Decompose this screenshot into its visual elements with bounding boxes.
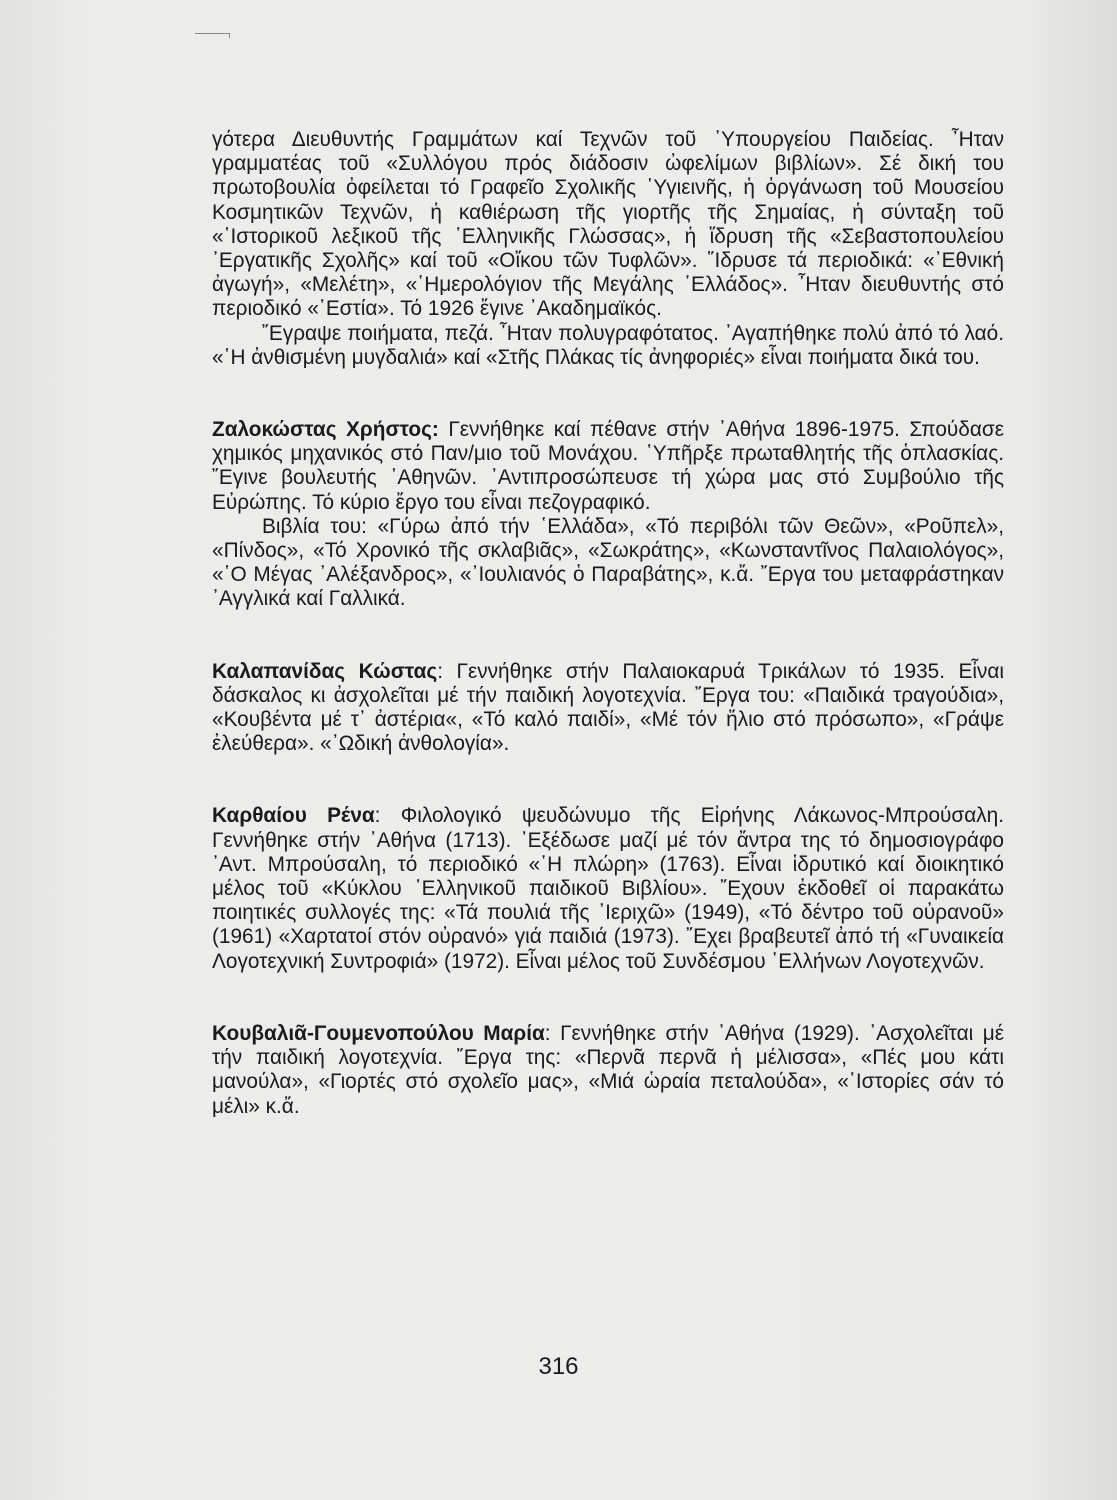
crop-mark	[195, 33, 230, 38]
entry-text: : Γεννήθηκε στήν Παλαιοκαρυά Τρικάλων τό 1935. Εἶναι δάσκαλος κι ἀσχολεῖται μέ τήν παιδική λογοτεχνία. ῎Εργα του: «Παιδικά τραγούδια», «Κουβέντα μέ τ᾿ ἀστέρια«, «Τό καλό παιδί», «Μέ τόν ἥλιο στό πρόσωπο», «Γράψε ἐλεύθερα». «᾿Ωδική ἀνθολογία».	[212, 659, 1004, 756]
entry-zalokostas	[212, 418, 1004, 515]
entry-kouvalia	[212, 1022, 1004, 1119]
entry-name: Ζαλοκώστας Χρήστος:	[212, 418, 439, 442]
entry-text: : Φιλολογικό ψευδώνυμο τῆς Εἰρήνης Λάκωνος-Μπρούσαλη. Γεννήθηκε στήν ᾿Αθήνα (1713). ᾿Εξέδωσε μαζί μέ τόν ἄντρα της τό δημοσιογράφο ᾿Αντ. Μπρούσαλη, τό περιοδικό «῾Η πλώρη» (1763). Εἶναι ἱδρυτικό καί διοικητικό μέλος τοῦ «Κύκλου ῾Ελληνικοῦ παιδικοῦ Βιβλίου». ῎Εχουν ἐκδοθεῖ οἱ παρακάτω ποιητικές συλλογές της: «Τά πουλιά τῆς ᾿Ιεριχῶ» (1949), «Τό δέντρο τοῦ οὐρανοῦ» (1961) «Χαρτατοί στόν οὐρανό» γιά παιδιά (1973). ῎Εχει βραβευτεῖ ἀπό τή «Γυναικεία Λογοτεχνική Συντροφιά» (1972). Εἶναι μέλος τοῦ Συνδέσμου ῾Ελλήνων Λογοτεχνῶν.	[212, 804, 1004, 973]
intro-paragraph: ῎Εγραψε ποιήματα, πεζά. ῏Ηταν πολυγραφότατος. ᾿Αγαπήθηκε πολύ ἀπό τό λαό. «῾Η ἀνθισμένη μυγδαλιά» καί «Στῆς Πλάκας τίς ἀνηφοριές» εἶναι ποιήματα δικά του.	[212, 321, 1004, 369]
entry-zalokostas-books: Βιβλία του: «Γύρω ἀπό τήν ῾Ελλάδα», «Τό περιβόλι τῶν Θεῶν», «Ροῦπελ», «Πίνδος», «Τό Χρονικό τῆς σκλαβιᾶς», «Σωκράτης», «Κωνσταντῖνος Παλαιολόγος», «῾Ο Μέγας ᾿Αλέξανδρος», «᾿Ιουλιανός ὁ Παραβάτης», κ.ἄ. ῎Εργα του μεταφράστηκαν ᾿Αγγλικά καί Γαλλικά.	[212, 514, 1004, 611]
page-body	[212, 128, 1004, 1119]
intro-paragraph: γότερα Διευθυντής Γραμμάτων καί Τεχνῶν τοῦ ᾿Υπουργείου Παιδείας. ῏Ηταν γραμματέας τοῦ «Συλλόγου πρός διάδοσιν ὠφελίμων βιβλίων». Σέ δική του πρωτοβουλία ὀφείλεται τό Γραφεῖο Σχολικῆς ῾Υγιεινῆς, ἡ ὀργάνωση τοῦ Μουσείου Κοσμητικῶν Τεχνῶν, ἡ καθιέρωση τῆς γιορτῆς τῆς Σημαίας, ἡ σύνταξη τοῦ «῾Ιστορικοῦ λεξικοῦ τῆς ῾Ελληνικῆς Γλώσσας», ἡ ἵδρυση τῆς «Σεβαστοπουλείου ᾿Εργατικῆς Σχολῆς» καί τοῦ «Οἴκου τῶν Τυφλῶν». ῞Ιδρυσε τά περιοδικά: «᾿Εθνική ἀγωγή», «Μελέτη», «῾Ημερολόγιον τῆς Μεγάλης ῾Ελλάδος». ῏Ηταν διευθυντής στό περιοδικό «῾Εστία». Τό 1926 ἔγινε ᾿Ακαδημαϊκός.	[212, 128, 1004, 321]
page-number: 316	[538, 1353, 579, 1380]
entry-name: Καρθαίου Ρένα	[212, 804, 375, 828]
entry-name: Κουβαλιᾶ-Γουμενοπούλου Μαρία	[212, 1021, 545, 1045]
entry-name: Καλαπανίδας Κώστας	[212, 659, 438, 683]
entry-karthaiou	[212, 804, 1004, 973]
entry-kalapanidas	[212, 660, 1004, 757]
entry-text: : Γεννήθηκε στήν ᾿Αθήνα (1929). ᾿Ασχολεῖται μέ τήν παιδική λογοτεχνία. ῎Εργα της: «Περνᾶ περνᾶ ἡ μέλισσα», «Πές μου κάτι μανούλα», «Γιορτές στό σχολεῖο μας», «Μιά ὡραία πεταλούδα», «῾Ιστορίες σάν τό μέλι» κ.ἄ.	[212, 1021, 1004, 1118]
entry-text: Γεννήθηκε καί πέθανε στήν ᾿Αθήνα 1896-1975. Σπούδασε χημικός μηχανικός στό Παν/μιο τοῦ Μονάχου. ῾Υπῆρξε πρωταθλητής τῆς ὁπλασκίας. ῎Εγινε βουλευτής ᾿Αθηνῶν. ᾿Αντιπροσώπευσε τή χώρα μας στό Συμβούλιο τῆς Εὐρώπης. Τό κύριο ἔργο του εἶναι πεζογραφικό.	[212, 418, 1004, 514]
